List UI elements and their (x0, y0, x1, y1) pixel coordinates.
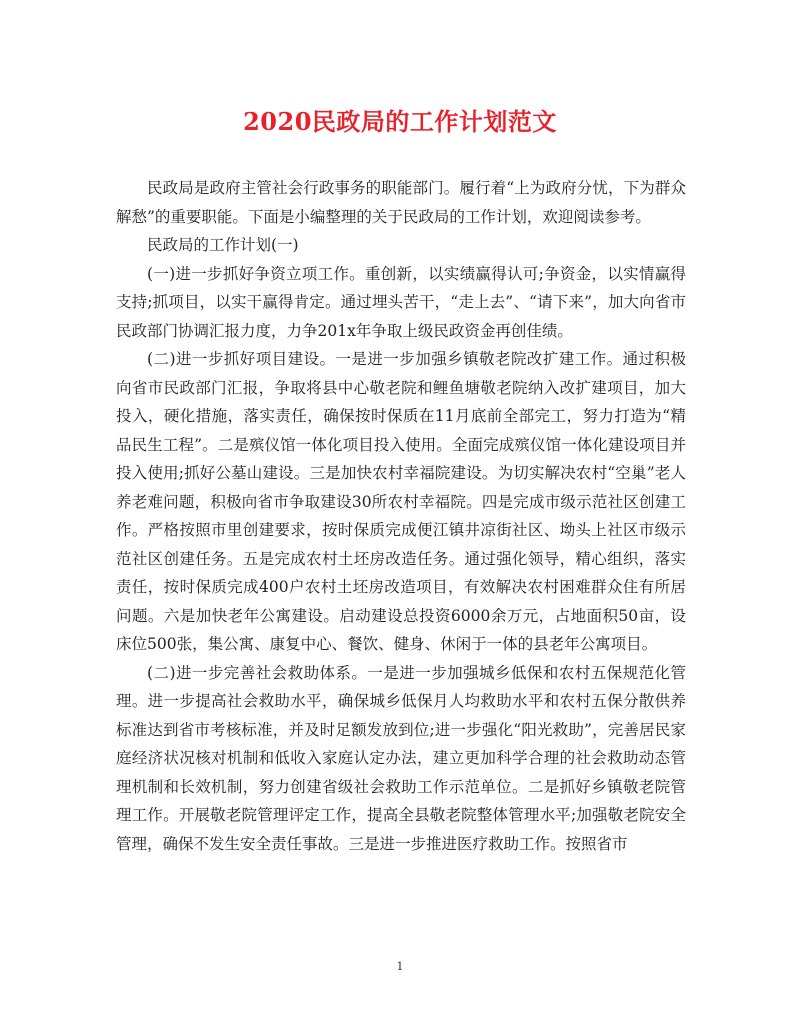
section-heading: 民政局的工作计划(一) (147, 236, 299, 254)
intro-paragraph: 民政局是政府主管社会行政事务的职能部门。履行着“上为政府分忧，下为群众解愁”的重要职能。下面是小编整理的关于民政局的工作计划，欢迎阅读参考。 (116, 179, 686, 226)
document-body (116, 174, 686, 858)
document-title: 2020民政局的工作计划范文 (243, 107, 557, 136)
body-paragraph: (二)进一步完善社会救助体系。一是进一步加强城乡低保和农村五保规范化管理。进一步提高社会救助水平，确保城乡低保月人均救助水平和农村五保分散供养标准达到省市考核标准，并及时足额发放到位;进一步强化“阳光救助”，完善居民家庭经济状况核对机制和低收入家庭认定办法，建立更加科学合理的社会救助动态管理机制和长效机制，努力创建省级社会救助工作示范单位。二是抓好乡镇敬老院管理工作。开展敬老院管理评定工作，提高全县敬老院整体管理水平;加强敬老院安全管理，确保不发生安全责任事故。三是进一步推进医疗救助工作。按照省市 (116, 663, 686, 853)
body-paragraph: (二)进一步抓好项目建设。一是进一步加强乡镇敬老院改扩建工作。通过积极向省市民政部门汇报，争取将县中心敬老院和鲤鱼塘敬老院纳入改扩建项目，加大投入，硬化措施，落实责任，确保按时保质在11月底前全部完工，努力打造为“精品民生工程”。二是殡仪馆一体化项目投入使用。全面完成殡仪馆一体化建设项目并投入使用;抓好公墓山建设。三是加快农村幸福院建设。为切实解决农村“空巢”老人养老难问题，积极向省市争取建设30所农村幸福院。四是完成市级示范社区创建工作。严格按照市里创建要求，按时保质完成便江镇井凉街社区、坳头上社区市级示范社区创建任务。五是完成农村土坯房改造任务。通过强化领导，精心组织，落实责任，按时保质完成400户农村土坯房改造项目，有效解决农村困难群众住有所居问题。六是加快老年公寓建设。启动建设总投资6000余万元，占地面积50亩，设床位500张，集公寓、康复中心、餐饮、健身、休闲于一体的县老年公寓项目。 (116, 350, 686, 653)
body-paragraph: (一)进一步抓好争资立项工作。重创新，以实绩赢得认可;争资金，以实情赢得支持;抓项目，以实干赢得肯定。通过埋头苦干，“走上去”、“请下来”，加大向省市民政部门协调汇报力度，力争201x年争取上级民政资金再创佳绩。 (116, 264, 686, 340)
page-number: 1 (396, 960, 404, 973)
